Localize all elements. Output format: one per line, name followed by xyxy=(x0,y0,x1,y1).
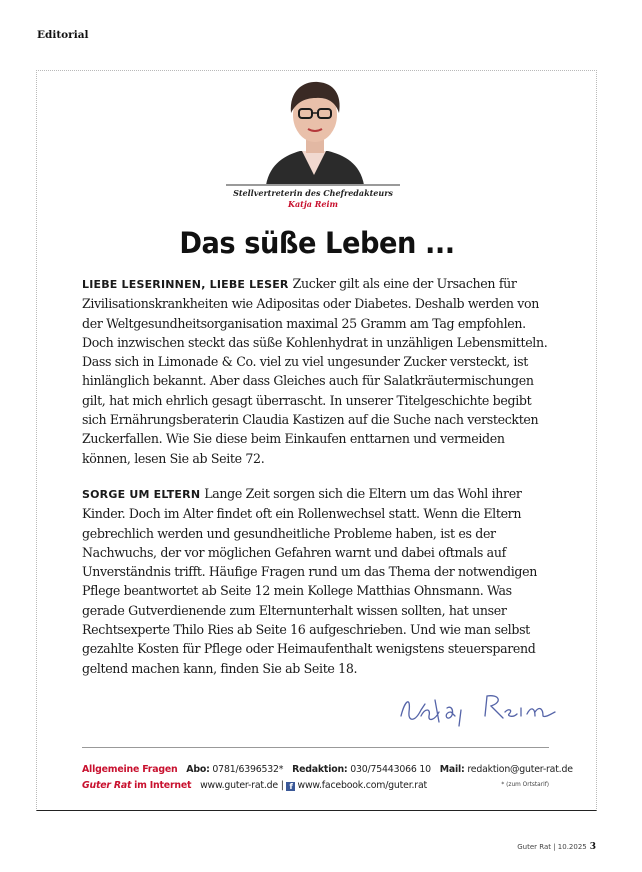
publication-issue: Guter Rat | 10.2025 xyxy=(517,843,587,851)
separator: | xyxy=(280,780,284,791)
paragraph-2-text: Lange Zeit sorgen sich die Eltern um das Wohl ihrer Kinder. Doch im Alter findet oft ein Rollenwechsel statt. Wenn die Eltern gebrechlich werden und gesundheitliche Probleme haben, ist es der Nachwuchs, der vor möglichen Gefahren warnt und dabei oftmals auf Unverständnis trifft. Häufige Fragen rund um das Thema der notwendigen Pflege beantwortet ab Seite 12 mein Kollege Matthias Ohnsmann. Was gerade Gutverdienende zum Elternunterhalt wissen sollten, hat unser Rechtsexperte Thilo Ries ab Seite 16 aufgeschrieben. Und wie man selbst gezahlte Kosten für Pflege oder Heimaufenthalt wenigstens steuersparend geltend machen kann, finden Sie ab Seite 18. xyxy=(82,486,537,676)
redaktion-phone: 030/75443066 10 xyxy=(350,764,431,775)
portrait-rule xyxy=(226,184,400,186)
paragraph-1 xyxy=(82,274,554,468)
section-label: Editorial xyxy=(37,29,89,41)
caption-role: Stellvertreterin des Chefredakteurs xyxy=(233,188,393,198)
page-number: 3 xyxy=(589,842,596,852)
paragraph-2 xyxy=(82,484,554,678)
mail-link[interactable]: redaktion@guter-rat.de xyxy=(467,764,573,775)
footer-rule xyxy=(82,747,549,748)
internet-label: im Internet xyxy=(134,780,192,791)
redaktion-label: Redaktion: xyxy=(292,764,348,775)
brand-name: Guter Rat xyxy=(82,780,132,791)
headline: Das süße Leben ... xyxy=(179,226,455,260)
website-link[interactable]: www.guter-rat.de xyxy=(200,780,278,791)
facebook-icon: f xyxy=(286,782,295,791)
paragraph-2-lead: SORGE UM ELTERN xyxy=(82,488,201,501)
abo-label: Abo: xyxy=(186,764,210,775)
page-footer xyxy=(420,842,596,852)
caption-name: Katja Reim xyxy=(288,199,338,209)
internet-line xyxy=(82,780,427,791)
abo-phone: 0781/6396532* xyxy=(212,764,284,775)
facebook-link[interactable]: www.facebook.com/guter.rat xyxy=(297,780,427,791)
paragraph-1-text: Zucker gilt als eine der Ursachen für Zivilisationskrankheiten wie Adipositas oder Diabetes. Deshalb werden von der Weltgesundheitsorganisation maximal 25 Gramm am Tag empfohlen. Doch inzwischen steckt das süße Kohlenhydrat in unzähligen Lebensmitteln. Dass sich in Limonade & Co. viel zu viel ungesunder Zucker versteckt, ist hinlänglich bekannt. Aber dass Gleiches auch für Salatkräutermischungen gilt, hat mich ehrlich gesagt überrascht. In unserer Titelgeschichte begibt sich Ernährungsberaterin Claudia Kastizen auf die Suche nach versteckten Zuckerfallen. Wie Sie diese beim Einkaufen enttarnen und vermeiden können, lesen Sie ab Seite 72. xyxy=(82,276,548,466)
signature xyxy=(395,686,565,730)
questions-label: Allgemeine Fragen xyxy=(82,764,178,775)
tarif-note: * (zum Ortstarif) xyxy=(501,782,549,788)
author-portrait xyxy=(228,71,400,185)
mail-label: Mail: xyxy=(439,764,465,775)
contact-line xyxy=(82,764,573,775)
paragraph-1-lead: LIEBE LESERINNEN, LIEBE LESER xyxy=(82,278,289,291)
